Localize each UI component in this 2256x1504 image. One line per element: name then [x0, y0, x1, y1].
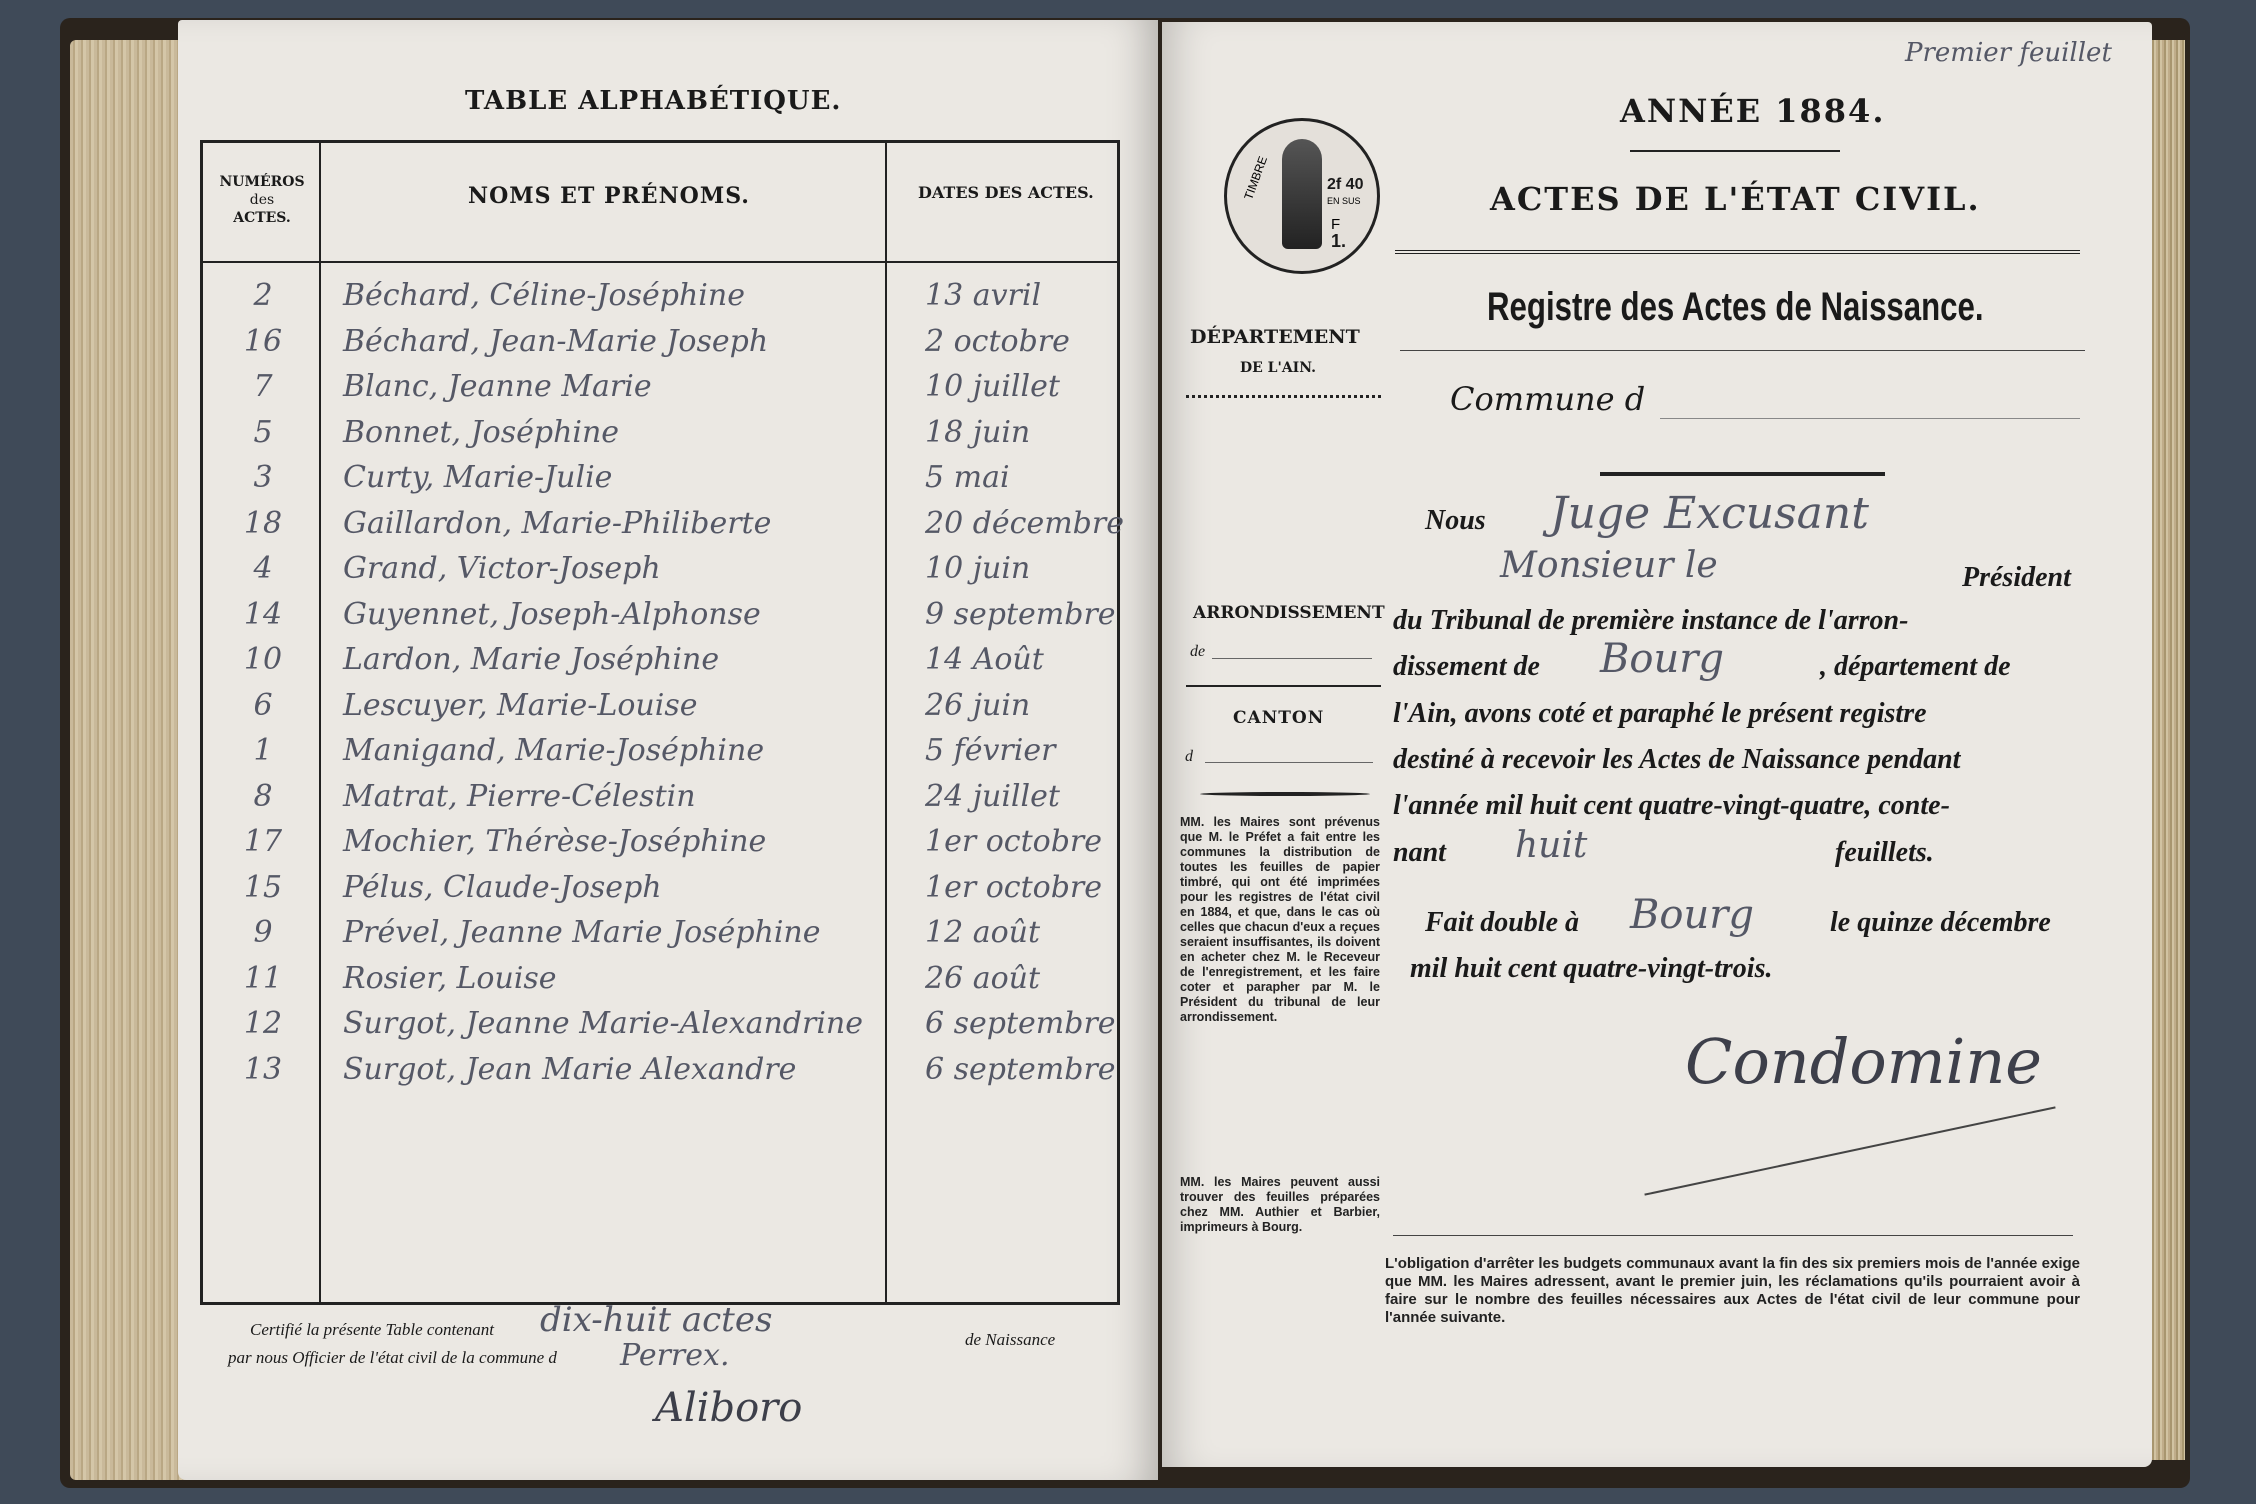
table-row [203, 870, 1123, 915]
nous-label: Nous [1425, 505, 1486, 536]
body-line-7b: feuillets. [1835, 837, 1934, 868]
header-dates: DATES DES ACTES. [918, 183, 1094, 202]
act-date: 10 juin [925, 551, 1031, 586]
table-row [203, 915, 1123, 960]
person-name: Curty, Marie-Julie [343, 460, 613, 495]
act-number: 8 [253, 778, 273, 814]
ornament-rule [1200, 792, 1370, 796]
person-name: Gaillardon, Marie-Philiberte [343, 505, 772, 541]
act-number: 14 [243, 596, 283, 632]
register-heading: Registre des Actes de Naissance. [1487, 285, 1984, 329]
act-number: 17 [243, 824, 283, 859]
person-name: Matrat, Pierre-Célestin [343, 778, 696, 814]
table-row [203, 1006, 1123, 1051]
table-row [203, 460, 1123, 505]
person-name: Guyennet, Joseph-Alphonse [343, 596, 761, 632]
act-date: 12 août [925, 915, 1041, 950]
table-row [203, 733, 1123, 778]
footer-naissance: de Naissance [965, 1330, 1056, 1349]
notice-imprimeurs: MM. les Maires peuvent aussi trouver des feuilles préparées chez MM. Authier et Barbier, imprimeurs à Bourg. [1180, 1175, 1380, 1234]
act-number: 9 [253, 915, 273, 950]
ornament-rule-2 [1600, 472, 1885, 476]
arrondissement-label: ARRONDISSEMENT [1193, 603, 1385, 623]
year-heading: ANNÉE 1884. [1620, 92, 1886, 130]
tax-stamp [1224, 118, 1380, 274]
dept-rule [1186, 395, 1381, 398]
table-row [203, 369, 1123, 414]
act-date: 20 décembre [925, 505, 1124, 541]
person-name: Blanc, Jeanne Marie [343, 369, 652, 404]
act-number: 4 [253, 551, 273, 586]
act-number: 16 [243, 323, 283, 359]
act-number: 3 [253, 460, 273, 495]
departement-label: DÉPARTEMENT [1190, 326, 1360, 348]
arrondissement-de: de [1190, 643, 1206, 660]
corner-note: Premier feuillet [1905, 38, 2112, 68]
canton-label: CANTON [1233, 708, 1325, 728]
act-date: 6 septembre [925, 1006, 1116, 1041]
person-name: Béchard, Céline-Joséphine [343, 278, 745, 313]
person-name: Pélus, Claude-Joseph [343, 869, 662, 905]
table-row [203, 642, 1123, 687]
act-date: 18 juin [925, 414, 1031, 450]
act-date: 13 avril [925, 278, 1042, 313]
body-line-5: destiné à recevoir les Actes de Naissance pendant [1393, 744, 1961, 775]
footer-certify: Certifié la présente Table contenant [250, 1320, 494, 1339]
table-row [203, 324, 1123, 369]
page-edges-right [2150, 40, 2185, 1460]
act-number: 12 [243, 1006, 283, 1041]
act-number: 6 [253, 687, 273, 723]
arr-line [1212, 658, 1372, 659]
commune-line [1660, 418, 2080, 419]
act-number: 11 [243, 960, 283, 996]
act-number: 18 [243, 505, 283, 541]
body-line-8b: le quinze décembre [1830, 907, 2051, 938]
table-row [203, 688, 1123, 733]
body-line-7a: nant [1393, 837, 1446, 868]
table-row [203, 415, 1123, 460]
body-line-8a: Fait double à [1425, 907, 1580, 938]
table-title: TABLE ALPHABÉTIQUE. [465, 86, 842, 116]
register-rule [1400, 350, 2085, 351]
act-number: 13 [243, 1051, 283, 1087]
footer-commune-handwritten: Perrex. [620, 1338, 730, 1373]
act-date: 5 février [925, 733, 1056, 768]
act-date: 10 juillet [925, 369, 1060, 404]
alphabetical-table [200, 140, 1124, 1305]
justice-figure-icon [1282, 139, 1322, 249]
arr-rule [1186, 685, 1381, 687]
table-rows [203, 143, 1123, 1303]
left-signature: Aliboro [655, 1385, 803, 1431]
table-row [203, 278, 1123, 323]
person-name: Mochier, Thérèse-Joséphine [343, 824, 767, 859]
table-row [203, 824, 1123, 869]
body-line-9: mil huit cent quatre-vingt-trois. [1410, 953, 1773, 984]
body-line-3b: , département de [1820, 651, 2011, 682]
person-name: Rosier, Louise [343, 960, 557, 996]
act-number: 5 [253, 414, 273, 450]
act-date: 26 août [925, 960, 1041, 996]
table-row [203, 1052, 1123, 1097]
act-number: 7 [253, 369, 273, 404]
page-edges-left [70, 40, 190, 1480]
handwritten-bourg: Bourg [1600, 636, 1724, 682]
act-number: 2 [253, 278, 273, 313]
header-num-line: NUMÉROS [219, 174, 305, 190]
canton-line [1205, 762, 1373, 763]
table-row [203, 961, 1123, 1006]
body-line-6: l'année mil huit cent quatre-vingt-quatre, conte- [1393, 790, 1950, 821]
person-name: Manigand, Marie-Joséphine [343, 733, 765, 768]
handwritten-monsieur: Monsieur le [1500, 545, 1718, 586]
stamp-text: 1. [1331, 231, 1347, 251]
table-row [203, 506, 1123, 551]
departement-name: DE L'AIN. [1240, 360, 1317, 376]
act-date: 9 septembre [925, 596, 1116, 632]
person-name: Surgot, Jean Marie Alexandre [343, 1051, 797, 1087]
act-number: 1 [253, 733, 273, 768]
person-name: Grand, Victor-Joseph [343, 551, 661, 586]
stamp-text: 2f 40 [1327, 176, 1364, 193]
handwritten-juge: Juge Excusant [1550, 488, 1869, 539]
table-row [203, 551, 1123, 596]
bottom-rule [1393, 1235, 2073, 1236]
header-num-line: des [249, 192, 275, 208]
act-date: 26 juin [925, 687, 1031, 723]
body-line-3a: dissement de [1393, 651, 1540, 682]
person-name: Prével, Jeanne Marie Joséphine [343, 915, 821, 950]
person-name: Surgot, Jeanne Marie-Alexandrine [343, 1006, 863, 1041]
act-date: 24 juillet [925, 778, 1060, 814]
notice-prefet: MM. les Maires sont prévenus que M. le Préfet a fait entre les communes la distribution de toutes les feuilles de papier timbré, qui ont été imprimées pour les registres de l'état civil en 1884, et que, dans le cas où celles que chacun d'eux a reçues seraient insuffisantes, ils doivent en acheter chez M. le Receveur de l'enregistrement, et les faire coter et parapher par M. le Président du tribunal de leur arrondissement. [1180, 815, 1380, 1024]
handwritten-bourg-2: Bourg [1630, 892, 1754, 938]
act-date: 2 octobre [925, 323, 1070, 359]
act-date: 1er octobre [925, 869, 1102, 905]
president-label: Président [1962, 562, 2071, 593]
bottom-note: L'obligation d'arrêter les budgets communaux avant la fin des six premiers mois de l'année exige que MM. les Maires adressent, avant le premier juin, les réclamations qu'ils pourraient avoir à faire sur le nombre des feuilles nécessaires aux Actes de l'état civil de leur commune pour l'année suivante. [1385, 1255, 2080, 1326]
table-row [203, 779, 1123, 824]
stamp-text: EN SUS [1327, 196, 1361, 206]
act-date: 14 Août [925, 642, 1044, 677]
body-line-4: l'Ain, avons coté et paraphé le présent registre [1393, 698, 1927, 729]
handwritten-huit: huit [1515, 825, 1588, 866]
body-line-2: du Tribunal de première instance de l'arron- [1393, 605, 1909, 636]
act-date: 6 septembre [925, 1051, 1116, 1087]
person-name: Bonnet, Joséphine [343, 414, 620, 450]
footer-count-handwritten: dix-huit actes [540, 1300, 773, 1340]
right-signature: Condomine [1685, 1025, 2042, 1098]
title-rule [1395, 250, 2080, 254]
register-type-heading: ACTES DE L'ÉTAT CIVIL. [1490, 180, 1981, 218]
footer-officer: par nous Officier de l'état civil de la commune d [228, 1348, 557, 1367]
table-row [203, 597, 1123, 642]
stamp-text: F [1331, 216, 1341, 233]
header-num-line: ACTES. [233, 210, 291, 226]
canton-d: d [1185, 748, 1193, 765]
person-name: Lardon, Marie Joséphine [343, 642, 720, 677]
year-rule [1630, 150, 1840, 152]
act-number: 15 [243, 869, 283, 905]
act-date: 5 mai [925, 460, 1010, 495]
person-name: Béchard, Jean-Marie Joseph [343, 323, 769, 359]
act-number: 10 [243, 642, 283, 677]
header-names: NOMS ET PRÉNOMS. [468, 183, 750, 209]
commune-label: Commune d [1450, 380, 1646, 418]
person-name: Lescuyer, Marie-Louise [343, 687, 698, 723]
stamp-text: TIMBRE [1241, 154, 1271, 202]
act-date: 1er octobre [925, 824, 1102, 859]
